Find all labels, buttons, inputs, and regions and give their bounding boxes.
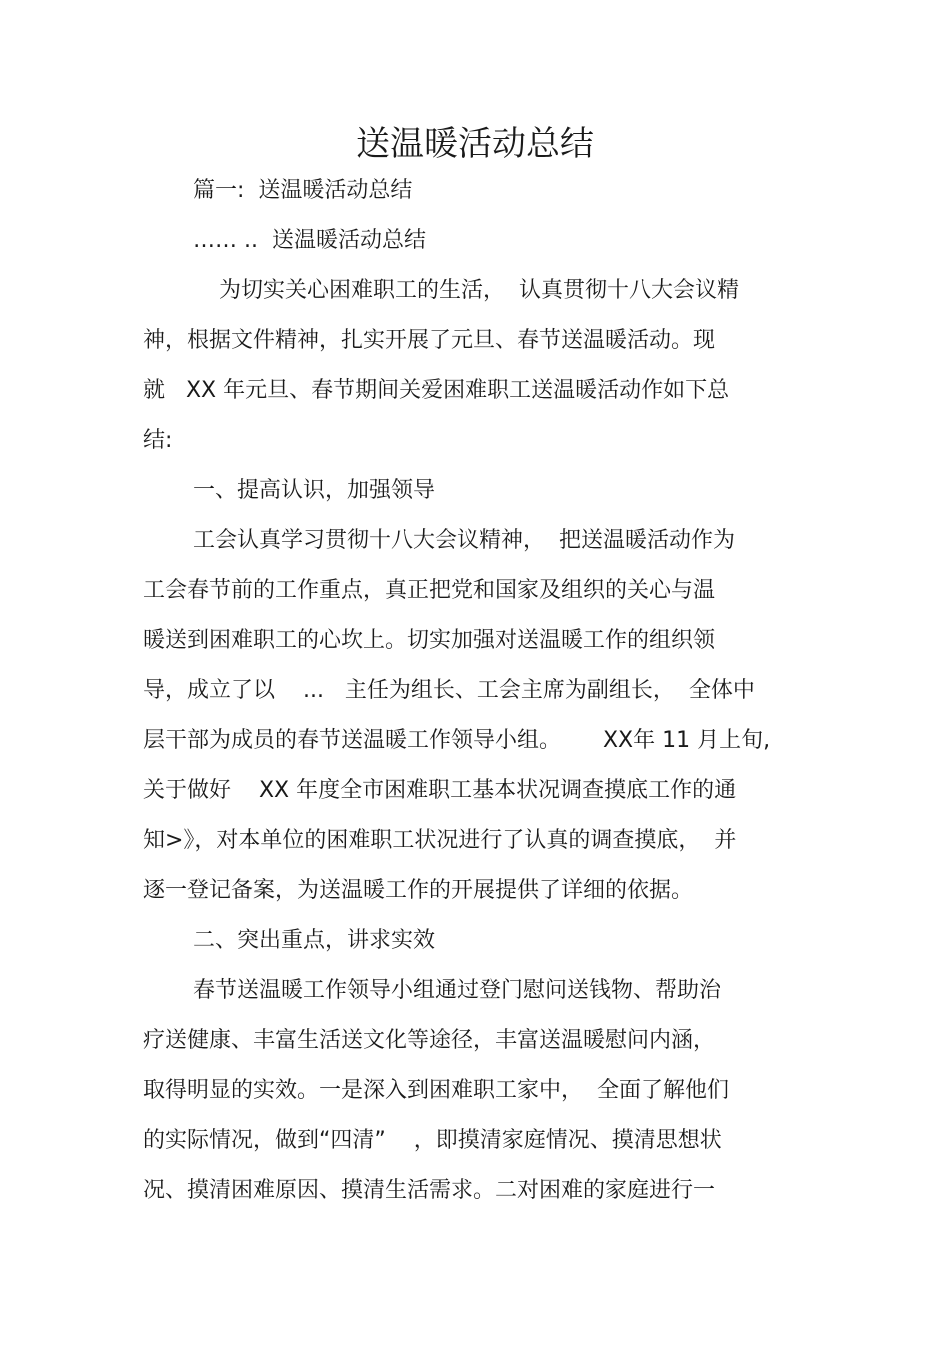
paragraph-line: 就 XX 年元旦、春节期间关爱困难职工送温暖活动作如下总 xyxy=(143,378,730,403)
paragraph-line: 神，根据文件精神，扎实开展了元旦、春节送温暖活动。现 xyxy=(143,328,716,353)
paragraph-line: 关于做好 XX 年度全市困难职工基本状况调查摸底工作的通 xyxy=(143,778,737,803)
paragraph-line: 暖送到困难职工的心坎上。切实加强对送温暖工作的组织领 xyxy=(143,628,716,653)
paragraph-line: 春节送温暖工作领导小组通过登门慰问送钱物、帮助治 xyxy=(193,978,722,1003)
paragraph-line: 层干部为成员的春节送温暖工作领导小组。 XX年 11 月上旬, xyxy=(143,728,771,753)
paragraph-line: 工会春节前的工作重点，真正把党和国家及组织的关心与温 xyxy=(143,578,716,603)
paragraph-line: 结: xyxy=(143,428,173,453)
paragraph-line: 取得明显的实效。一是深入到困难职工家中， 全面了解他们 xyxy=(143,1078,729,1103)
paragraph-line: 工会认真学习贯彻十八大会议精神， 把送温暖活动作为 xyxy=(193,528,735,553)
section-heading-one: 一、提高认识，加强领导 xyxy=(193,478,436,503)
paragraph-line: 疗送健康、丰富生活送文化等途径，丰富送温暖慰问内涵， xyxy=(143,1028,716,1053)
paragraph-line: 导，成立了以 ... 主任为组长、工会主席为副组长， 全体中 xyxy=(143,678,755,703)
paragraph-line: 的实际情况，做到“四清” ，即摸清家庭情况、摸清思想状 xyxy=(143,1128,722,1153)
subheading: …… .. 送温暖活动总结 xyxy=(193,228,426,253)
document-title: 送温暖活动总结 xyxy=(356,124,594,164)
paragraph-line: 知>》，对本单位的困难职工状况进行了认真的调查摸底， 并 xyxy=(143,828,737,853)
paragraph-line: 逐一登记备案，为送温暖工作的开展提供了详细的依据。 xyxy=(143,878,694,903)
paragraph-line: 为切实关心困难职工的生活， 认真贯彻十八大会议精 xyxy=(219,278,739,303)
paragraph-line: 况、摸清困难原因、摸清生活需求。二对困难的家庭进行一 xyxy=(143,1178,716,1203)
section-heading-two: 二、突出重点，讲求实效 xyxy=(193,928,436,953)
section-heading-part-one: 篇一: 送温暖活动总结 xyxy=(193,178,413,203)
